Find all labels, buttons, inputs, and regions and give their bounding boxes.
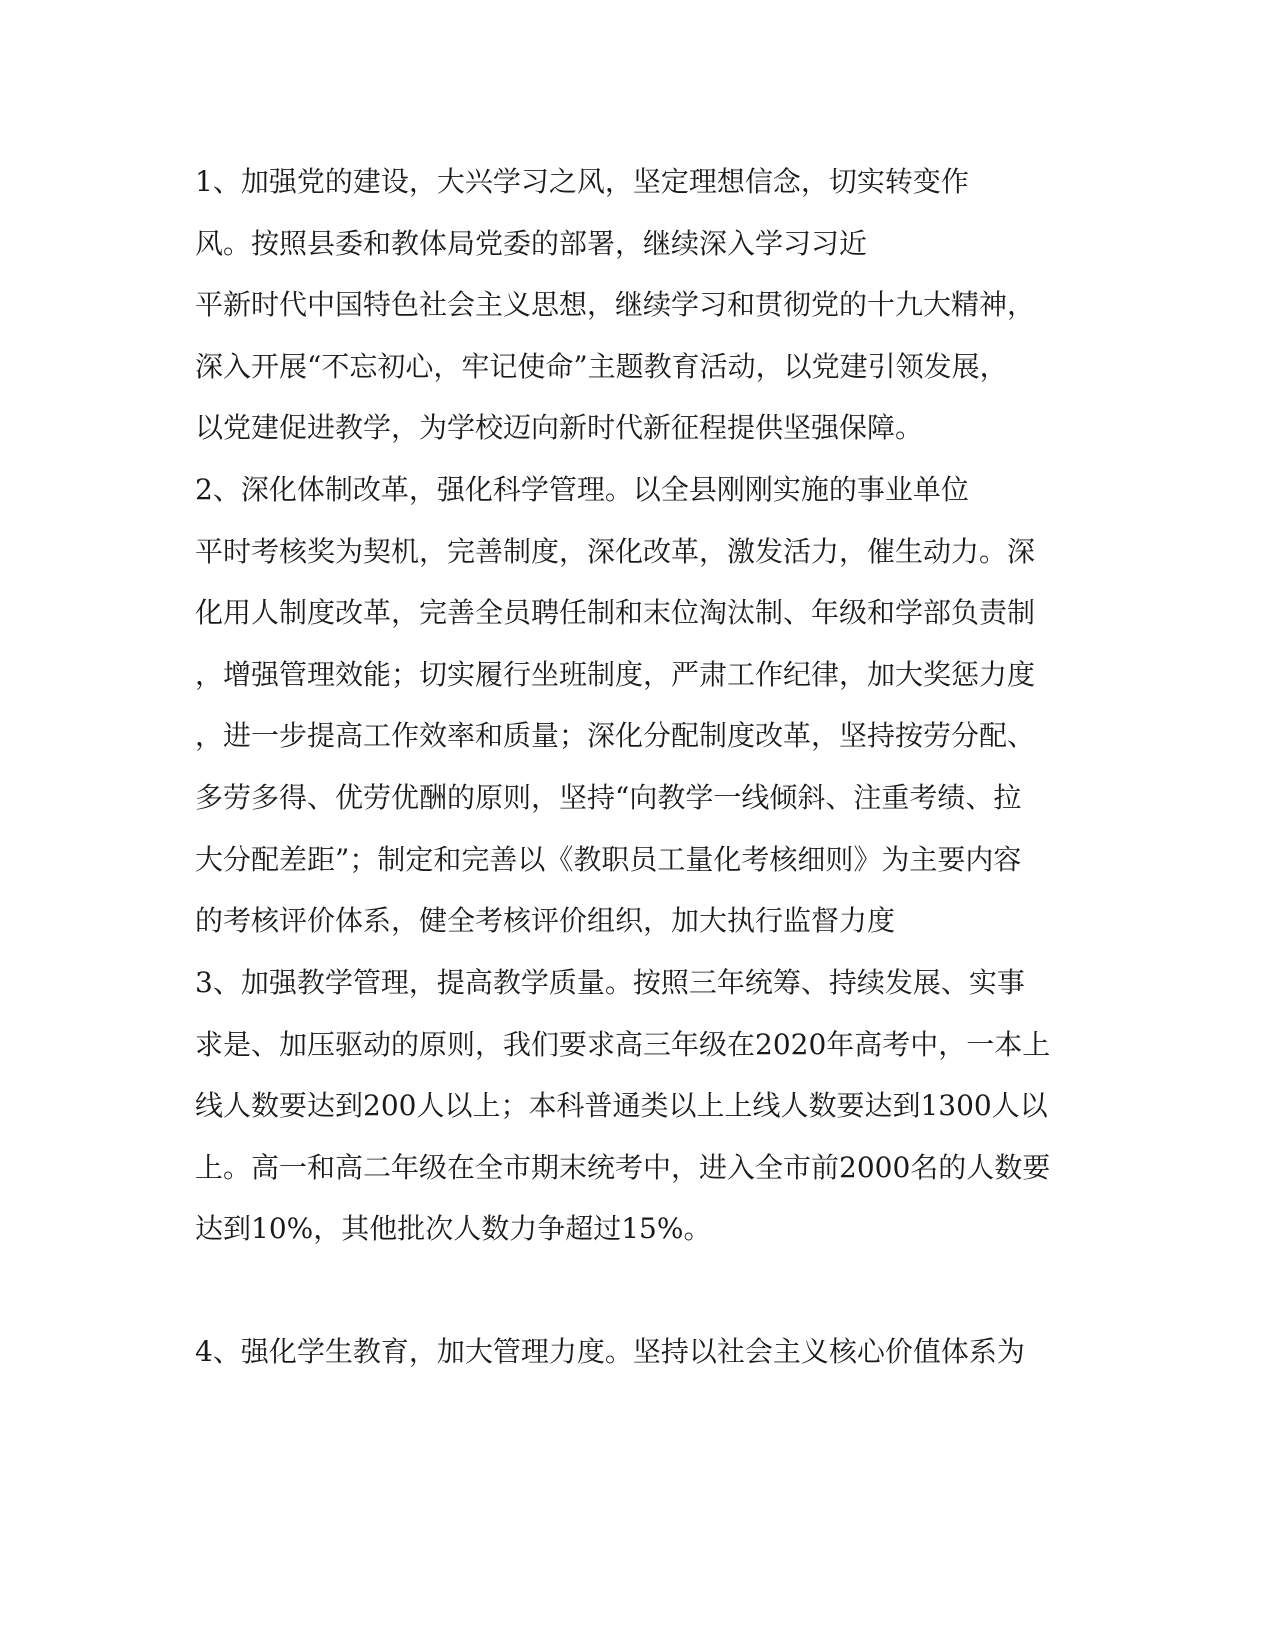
- text-line: 上。高一和高二年级在全市期末统考中，进入全市前2000名的人数要: [195, 1151, 1051, 1184]
- text-line: 化用人制度改革，完善全员聘任制和末位淘汰制、年级和学部负责制: [195, 596, 1036, 629]
- text-line: ，进一步提高工作效率和质量；深化分配制度改革，坚持按劳分配、: [195, 719, 1036, 752]
- text-line: 2、深化体制改革，强化科学管理。以全县刚刚实施的事业单位: [195, 473, 969, 506]
- text-line: 以党建促进教学，为学校迈向新时代新征程提供坚强保障。: [195, 411, 924, 444]
- text-line: 求是、加压驱动的原则，我们要求高三年级在2020年高考中，一本上: [195, 1028, 1051, 1061]
- text-line: 平新时代中国特色社会主义思想，继续学习和贯彻党的十九大精神，: [195, 288, 1036, 321]
- text-line: 深入开展“不忘初心，牢记使命”主题教育活动，以党建引领发展，: [195, 350, 1008, 383]
- text-line: 风。按照县委和教体局党委的部署，继续深入学习习近: [195, 227, 868, 260]
- text-line: 平时考核奖为契机，完善制度，深化改革，激发活力，催生动力。深: [195, 535, 1036, 568]
- text-line: ，增强管理效能；切实履行坐班制度，严肃工作纪律，加大奖惩力度: [195, 658, 1036, 691]
- text-line: 1、加强党的建设，大兴学习之风，坚定理想信念，切实转变作: [195, 165, 969, 198]
- text-line: 的考核评价体系，健全考核评价组织，加大执行监督力度: [195, 904, 896, 937]
- text-line: 3、加强教学管理，提高教学质量。按照三年统筹、持续发展、实事: [195, 966, 1025, 999]
- text-line: 4、强化学生教育，加大管理力度。坚持以社会主义核心价值体系为: [195, 1335, 1025, 1368]
- text-line: 多劳多得、优劳优酬的原则，坚持“向教学一线倾斜、注重考绩、拉: [195, 781, 1022, 814]
- text-line: 线人数要达到200人以上；本科普通类以上上线人数要达到1300人以: [195, 1089, 1048, 1122]
- text-line: 大分配差距”；制定和完善以《教职员工量化考核细则》为主要内容: [195, 843, 1022, 876]
- text-line: 达到10%，其他批次人数力争超过15%。: [195, 1212, 712, 1245]
